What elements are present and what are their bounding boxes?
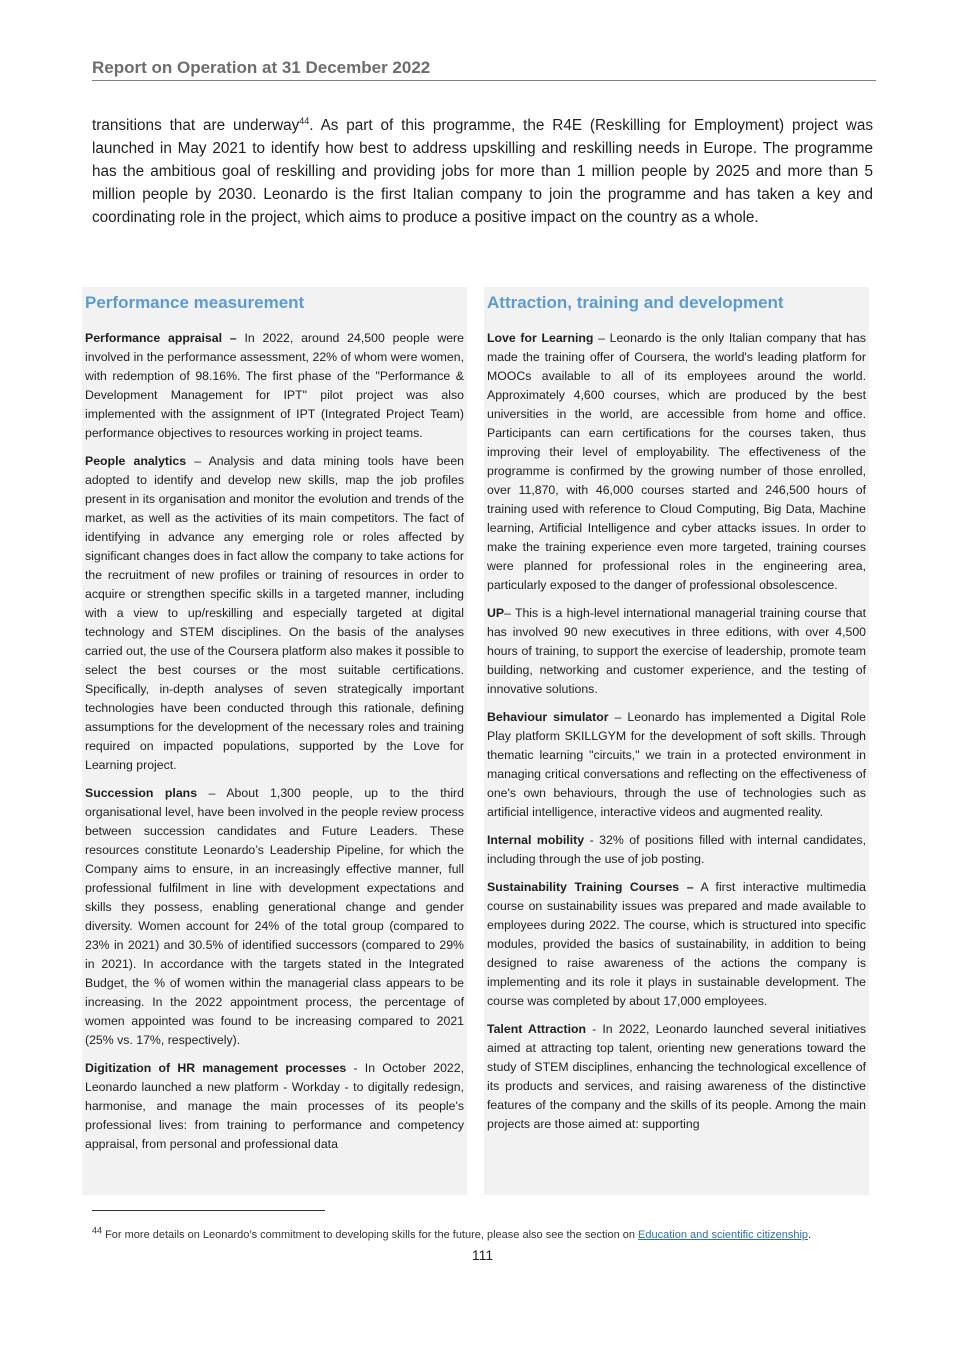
attraction-training-box: [484, 287, 869, 1195]
paragraph-performance-appraisal: [85, 329, 464, 443]
paragraph-people-analytics: [85, 452, 464, 775]
term: Internal mobility: [487, 833, 585, 847]
paragraph-digitization: [85, 1059, 464, 1154]
text: - In 2022, Leonardo launched several initiatives aimed at attracting top talent, orienting new generations toward the study of STEM disciplines, enhancing the technological excellence of its products and services, and raising awareness of the distinctive features of the company and the skills of its people. Among the main projects are those aimed at: supporting: [487, 1022, 867, 1131]
term: Performance appraisal –: [85, 331, 237, 345]
term: UP: [487, 606, 505, 620]
page-header: [92, 58, 876, 81]
footnote: [92, 1225, 882, 1241]
report-title: Report on Operation at 31 December 2022: [92, 58, 431, 77]
text: – This is a high-level international managerial training course that has involved 90 new executives in three editions, with over 4,500 hours of training, to support the exercise of leadership, promote team building, networking and customer experience, and the testing of innovative solutions.: [487, 606, 866, 696]
footnote-divider: [92, 1210, 325, 1211]
intro-rest: . As part of this programme, the R4E (Reskilling for Employment) project was launched in May 2021 to identify how best to address upskilling and reskilling needs in Europe. The programme has the ambitious goal of reskilling and providing jobs for more than 1 million people by 2025 and more than 5 million people by 2030. Leonardo is the first Italian company to join the programme and has taken a key and coordinating role in the project, which aims to produce a positive impact on the country as a whole.: [92, 117, 873, 226]
term: People analytics: [85, 454, 187, 468]
text: A first interactive multimedia course on sustainability issues was prepared and made available to employees during 2022. The course, which is structured into specific modules, provided the basics of sustainability, in addition to being designed to raise awareness of the actions the company is implementing and its role it plays in sustainable development. The course was completed by about 17,000 employees.: [487, 880, 866, 1008]
performance-measurement-box: [82, 287, 467, 1195]
paragraph-up: [487, 604, 866, 699]
intro-paragraph: [92, 114, 873, 229]
term: Love for Learning: [487, 331, 594, 345]
intro-lead: transitions that are underway: [92, 117, 300, 134]
footnote-number: 44: [92, 1225, 103, 1236]
footnote-link[interactable]: Education and scientific citizenship: [638, 1229, 809, 1241]
text: - 32% of positions filled with internal candidates, including through the use of job posting.: [487, 833, 866, 866]
footnote-text: For more details on Leonardo’s commitment to developing skills for the future, please also see the section on: [102, 1229, 639, 1241]
page-number: 111: [471, 1247, 494, 1263]
paragraph-sustainability-training: [487, 878, 866, 1011]
paragraph-internal-mobility: [487, 831, 866, 869]
paragraph-talent-attraction: [487, 1020, 866, 1134]
text: – Analysis and data mining tools have been adopted to identify and develop new skills, map the job profiles present in its organisation and monitor the evolution and trends of the market, as well as the activities of its main competitors. The fact of identifying in advance any emerging role or roles affected by significant changes does in fact allow the company to take actions for the recruitment of new profiles or training of resources in order to acquire or strengthen specific skills in a targeted manner, including with a view to up/reskilling and especially targeted at digital technology and STEM disciplines. On the basis of the analyses carried out, the use of the Coursera platform also makes it possible to select the best courses or the most suitable certifications. Specifically, in-depth analyses of seven strategically important technologies have been conducted through this rationale, defining assumptions for the development of the necessary roles and training required on impacted populations, supported by the Love for Learning project.: [85, 454, 465, 772]
text: In 2022, around 24,500 people were involved in the performance assessment, 22% of whom were women, with redemption of 98.16%. The first phase of the "Performance & Development Management for IPT" pilot project was also implemented with the assignment of IPT (Integrated Project Team) performance objectives to resources working in project teams.: [85, 331, 464, 440]
paragraph-behaviour-simulator: [487, 708, 866, 822]
term: Sustainability Training Courses –: [487, 880, 694, 894]
term: Talent Attraction: [487, 1022, 587, 1036]
footnote-end: .: [808, 1229, 812, 1241]
paragraph-succession-plans: [85, 784, 464, 1050]
term: Succession plans: [85, 786, 198, 800]
text: - In October 2022, Leonardo launched a new platform - Workday - to digitally redesign, harmonise, and manage the main processes of its people's professional lives: from training to performance and competency appraisal, from personal and professional data: [85, 1061, 464, 1151]
text: – Leonardo is the only Italian company that has made the training offer of Coursera, the world's leading platform for MOOCs available to all of its employees around the world. Approximately 4,600 courses, which are produced by the best universities in the world, are accessible from home and office. Participants can earn certifications for the courses taken, thus improving their level of employability. The effectiveness of the programme is confirmed by the growing number of those enrolled, over 11,870, with 46,000 courses started and 246,500 hours of training used with reference to Cloud Computing, Big Data, Machine learning, Artificial Intelligence and cyber attacks issues. In order to make the training experience even more targeted, training courses were planned for professional roles in the engineering area, particularly exposed to the danger of professional obsolescence.: [487, 331, 866, 592]
section-title: Attraction, training and development: [487, 293, 784, 312]
text: – About 1,300 people, up to the third organisational level, have been involved in the people review process between succession candidates and Future Leaders. These resources constitute Leonardo’s Leadership Pipeline, for which the Company aims to ensure, in an increasingly effective manner, full professional fulfilment in line with development expectations and skills they possess, enabling generational change and gender diversity. Women account for 24% of the total group (compared to 23% in 2021) and 30.5% of identified successors (compared to 29% in 2021). In accordance with the targets stated in the Integrated Budget, the % of women within the managerial class appears to be increasing. In the 2022 appointment process, the percentage of women appointed was found to be increasing compared to 2021 (25% vs. 17%, respectively).: [85, 786, 464, 1047]
paragraph-love-for-learning: [487, 329, 866, 595]
section-title: Performance measurement: [85, 293, 305, 312]
term: Behaviour simulator: [487, 710, 609, 724]
term: Digitization of HR management processes: [85, 1061, 347, 1075]
text: – Leonardo has implemented a Digital Role Play platform SKILLGYM for the development of soft skills. Through thematic learning "circuits," we train in a protected environment in managing critical conversations and reflecting on the effectiveness of one's own behaviours, through the use of technologies such as artificial intelligence, interactive videos and augmented reality.: [487, 710, 867, 819]
footnote-ref[interactable]: 44: [299, 115, 310, 126]
